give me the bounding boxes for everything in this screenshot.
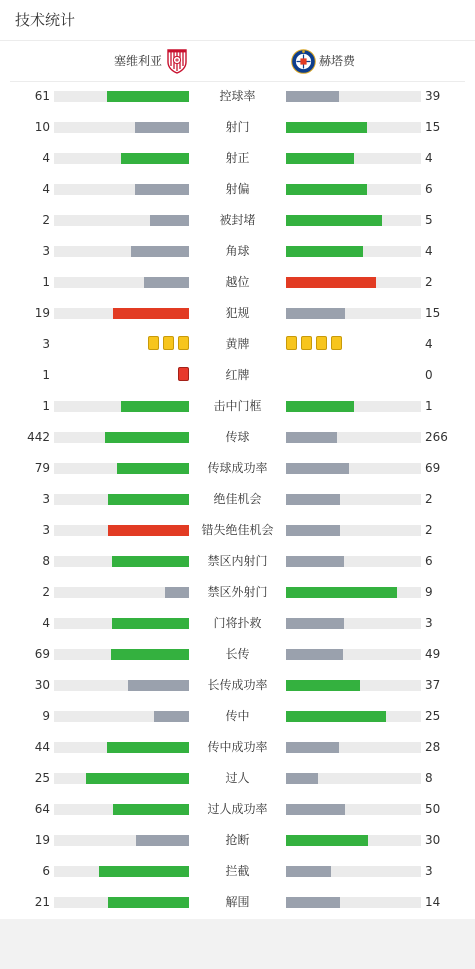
home-stat-bar-fill — [113, 308, 189, 319]
home-stat-bar-fill — [165, 587, 189, 598]
home-stat-bar-fill — [135, 184, 189, 195]
home-stat-value: 3 — [42, 337, 50, 351]
away-stat-bar — [286, 587, 421, 598]
yellow-card-icon — [163, 336, 174, 350]
stat-label: 绝佳机会 — [213, 492, 262, 506]
stat-label: 禁区外射门 — [207, 585, 268, 599]
away-stat-bar — [286, 463, 421, 474]
away-stat-value: 69 — [425, 461, 441, 475]
home-stat-value: 1 — [42, 368, 50, 382]
away-stat-bar-fill — [286, 308, 345, 319]
home-stat-bar-fill — [99, 866, 189, 877]
away-stat-bar — [286, 215, 421, 226]
home-stat-bar-fill — [150, 215, 189, 226]
home-stat-bar-fill — [107, 742, 189, 753]
stat-row — [0, 701, 475, 732]
stat-label: 红牌 — [225, 368, 250, 382]
away-stat-bar-fill — [286, 649, 343, 660]
home-stat-value: 6 — [42, 864, 50, 878]
home-stat-bar-fill — [136, 835, 189, 846]
away-stat-bar-fill — [286, 556, 344, 567]
away-stat-bar-fill — [286, 215, 382, 226]
away-stat-value: 1 — [425, 399, 433, 413]
away-stat-bar-fill — [286, 866, 331, 877]
stat-label: 过人成功率 — [207, 802, 268, 816]
home-stat-bar-fill — [112, 556, 189, 567]
home-stat-bar-fill — [128, 680, 189, 691]
stat-label: 射正 — [225, 151, 250, 165]
stat-row — [0, 825, 475, 856]
stat-label: 击中门框 — [213, 399, 262, 413]
away-stat-value: 28 — [425, 740, 441, 754]
away-stat-bar-fill — [286, 618, 344, 629]
home-stat-bar-fill — [108, 494, 189, 505]
stat-label: 错失绝佳机会 — [201, 523, 274, 537]
home-stat-bar — [54, 184, 189, 195]
stat-row — [0, 794, 475, 825]
away-stat-bar-fill — [286, 711, 386, 722]
home-stat-bar — [54, 742, 189, 753]
away-stat-value: 4 — [425, 244, 433, 258]
home-stat-bar — [54, 246, 189, 257]
home-stat-bar — [54, 494, 189, 505]
home-stat-bar — [54, 618, 189, 629]
away-stat-bar-fill — [286, 432, 337, 443]
away-stat-bar-fill — [286, 773, 318, 784]
home-stat-value: 2 — [42, 585, 50, 599]
yellow-card-icon — [331, 336, 342, 350]
away-stat-value: 9 — [425, 585, 433, 599]
away-stat-bar-fill — [286, 122, 367, 133]
away-stat-bar — [286, 556, 421, 567]
home-stat-bar — [54, 556, 189, 567]
stat-row — [0, 515, 475, 546]
away-stat-value: 49 — [425, 647, 441, 661]
home-stat-bar-fill — [154, 711, 189, 722]
stat-label: 门将扑救 — [213, 616, 262, 630]
stat-row — [0, 329, 475, 360]
home-stat-bar — [54, 897, 189, 908]
home-stat-value: 3 — [42, 492, 50, 506]
away-stat-bar — [286, 649, 421, 660]
away-stat-value: 3 — [425, 616, 433, 630]
home-stat-bar-fill — [107, 91, 189, 102]
home-stat-bar-fill — [112, 618, 189, 629]
home-stat-bar — [54, 277, 189, 288]
home-stat-value: 30 — [34, 678, 50, 692]
stat-label: 长传 — [225, 647, 250, 661]
stat-label: 越位 — [225, 275, 250, 289]
away-stat-bar-fill — [286, 184, 367, 195]
home-stat-bar-fill — [105, 432, 189, 443]
away-stat-value: 39 — [425, 89, 441, 103]
stat-label: 传中成功率 — [207, 740, 268, 754]
stat-label: 控球率 — [219, 89, 256, 103]
home-stat-value: 19 — [34, 306, 50, 320]
away-stat-bar-fill — [286, 246, 363, 257]
away-stat-value: 5 — [425, 213, 433, 227]
stat-row — [0, 856, 475, 887]
home-stat-bar-fill — [121, 153, 189, 164]
away-stat-bar — [286, 711, 421, 722]
stat-label: 黄牌 — [225, 337, 250, 351]
home-stat-value: 8 — [42, 554, 50, 568]
stat-row — [0, 267, 475, 298]
away-stat-value: 4 — [425, 151, 433, 165]
away-stat-value: 6 — [425, 554, 433, 568]
away-stat-bar-fill — [286, 401, 354, 412]
home-stat-bar-fill — [131, 246, 189, 257]
away-stat-bar — [286, 153, 421, 164]
away-stat-bar — [286, 277, 421, 288]
home-stat-value: 3 — [42, 523, 50, 537]
stat-row — [0, 298, 475, 329]
home-stat-bar — [54, 649, 189, 660]
stat-label: 被封堵 — [219, 213, 256, 227]
away-stat-bar-fill — [286, 525, 340, 536]
away-stat-bar — [286, 184, 421, 195]
home-stat-bar — [54, 401, 189, 412]
away-team-name: 赫塔费 — [319, 54, 356, 68]
away-stat-value: 2 — [425, 523, 433, 537]
stat-row — [0, 391, 475, 422]
stat-label: 拦截 — [225, 864, 250, 878]
home-stat-value: 25 — [34, 771, 50, 785]
stat-label: 抢断 — [225, 833, 250, 847]
stat-label: 禁区内射门 — [207, 554, 268, 568]
stat-label: 解围 — [225, 895, 250, 909]
stat-row — [0, 546, 475, 577]
away-stat-bar — [286, 494, 421, 505]
away-stat-value: 4 — [425, 337, 433, 351]
home-stat-bar — [54, 804, 189, 815]
away-stat-bar — [286, 525, 421, 536]
home-stat-bar — [54, 308, 189, 319]
away-stat-bar — [286, 91, 421, 102]
home-stat-value: 442 — [27, 430, 50, 444]
home-stat-bar — [54, 525, 189, 536]
yellow-card-icon — [148, 336, 159, 350]
stat-row — [0, 732, 475, 763]
away-stat-bar — [286, 773, 421, 784]
page-title: 技术统计 — [15, 11, 76, 29]
teams-header — [0, 41, 475, 81]
away-stat-value: 30 — [425, 833, 441, 847]
stat-row — [0, 577, 475, 608]
home-stat-bar — [54, 463, 189, 474]
stat-row — [0, 360, 475, 391]
stat-label: 过人 — [225, 771, 250, 785]
away-stat-value: 15 — [425, 120, 441, 134]
home-stat-value: 10 — [34, 120, 50, 134]
away-stat-value: 2 — [425, 275, 433, 289]
away-stat-value: 50 — [425, 802, 441, 816]
sevilla-crest-icon — [166, 49, 188, 74]
away-stat-bar — [286, 401, 421, 412]
home-cards — [148, 336, 189, 350]
stat-row — [0, 887, 475, 918]
home-stat-bar-fill — [135, 122, 189, 133]
home-stat-bar — [54, 587, 189, 598]
home-stat-value: 79 — [34, 461, 50, 475]
home-stat-value: 21 — [34, 895, 50, 909]
home-stat-value: 69 — [34, 647, 50, 661]
away-stat-value: 15 — [425, 306, 441, 320]
home-stat-value: 19 — [34, 833, 50, 847]
home-stat-value: 1 — [42, 275, 50, 289]
home-stat-bar — [54, 122, 189, 133]
away-stat-value: 6 — [425, 182, 433, 196]
stat-row — [0, 763, 475, 794]
home-stat-bar — [54, 215, 189, 226]
stat-row — [0, 422, 475, 453]
home-cards — [178, 367, 189, 381]
home-stat-value: 4 — [42, 151, 50, 165]
home-stat-bar — [54, 835, 189, 846]
away-stat-bar-fill — [286, 835, 368, 846]
stat-row — [0, 174, 475, 205]
away-stat-bar-fill — [286, 91, 339, 102]
home-stat-bar — [54, 91, 189, 102]
away-cards — [286, 336, 342, 350]
away-stat-value: 14 — [425, 895, 441, 909]
away-stat-value: 8 — [425, 771, 433, 785]
away-stat-bar-fill — [286, 153, 354, 164]
home-stat-bar — [54, 773, 189, 784]
stat-label: 传中 — [225, 709, 250, 723]
stat-row — [0, 453, 475, 484]
stat-row — [0, 670, 475, 701]
home-stat-value: 61 — [34, 89, 50, 103]
away-stat-value: 25 — [425, 709, 441, 723]
home-stat-value: 64 — [34, 802, 50, 816]
home-stat-bar — [54, 866, 189, 877]
stat-row — [0, 112, 475, 143]
away-stat-value: 266 — [425, 430, 448, 444]
home-stat-bar-fill — [121, 401, 189, 412]
away-stat-bar — [286, 866, 421, 877]
stat-row — [0, 484, 475, 515]
home-stat-value: 2 — [42, 213, 50, 227]
away-stat-bar-fill — [286, 680, 360, 691]
stat-label: 犯规 — [225, 306, 250, 320]
home-stat-value: 3 — [42, 244, 50, 258]
away-stat-value: 37 — [425, 678, 441, 692]
away-stat-bar-fill — [286, 463, 349, 474]
away-stat-value: 2 — [425, 492, 433, 506]
yellow-card-icon — [301, 336, 312, 350]
away-stat-bar-fill — [286, 587, 397, 598]
home-stat-value: 1 — [42, 399, 50, 413]
home-stat-value: 44 — [34, 740, 50, 754]
getafe-crest-icon — [291, 49, 316, 74]
stat-row — [0, 143, 475, 174]
red-card-icon — [178, 367, 189, 381]
home-stat-bar-fill — [108, 525, 189, 536]
stat-row — [0, 81, 475, 112]
away-stat-bar — [286, 432, 421, 443]
away-stat-bar — [286, 246, 421, 257]
away-stat-bar-fill — [286, 804, 345, 815]
home-stat-bar-fill — [86, 773, 189, 784]
away-stat-value: 0 — [425, 368, 433, 382]
home-stat-bar — [54, 432, 189, 443]
yellow-card-icon — [286, 336, 297, 350]
home-stat-bar — [54, 711, 189, 722]
away-stat-bar — [286, 680, 421, 691]
stat-label: 传球成功率 — [207, 461, 268, 475]
away-stat-bar — [286, 835, 421, 846]
away-stat-bar — [286, 122, 421, 133]
home-stat-value: 9 — [42, 709, 50, 723]
away-stat-bar — [286, 308, 421, 319]
stat-row — [0, 205, 475, 236]
away-stat-bar-fill — [286, 277, 376, 288]
home-stat-bar-fill — [113, 804, 189, 815]
yellow-card-icon — [178, 336, 189, 350]
home-stat-bar-fill — [111, 649, 189, 660]
stat-label: 传球 — [225, 430, 250, 444]
stat-row — [0, 639, 475, 670]
stat-label: 长传成功率 — [207, 678, 268, 692]
stat-label: 射门 — [225, 120, 250, 134]
away-stat-bar — [286, 742, 421, 753]
home-team-name: 塞维利亚 — [113, 54, 162, 68]
home-stat-value: 4 — [42, 182, 50, 196]
away-stat-bar — [286, 897, 421, 908]
away-stat-bar-fill — [286, 494, 340, 505]
home-stat-value: 4 — [42, 616, 50, 630]
home-stat-bar-fill — [108, 897, 189, 908]
home-stat-bar-fill — [117, 463, 189, 474]
home-stat-bar — [54, 153, 189, 164]
yellow-card-icon — [316, 336, 327, 350]
home-stat-bar — [54, 680, 189, 691]
away-stat-bar — [286, 618, 421, 629]
away-stat-bar-fill — [286, 742, 339, 753]
home-stat-bar-fill — [144, 277, 189, 288]
away-stat-bar-fill — [286, 897, 340, 908]
stat-row — [0, 236, 475, 267]
stat-label: 角球 — [225, 244, 250, 258]
stat-row — [0, 608, 475, 639]
away-stat-bar — [286, 804, 421, 815]
stat-label: 射偏 — [225, 182, 250, 196]
away-stat-value: 3 — [425, 864, 433, 878]
